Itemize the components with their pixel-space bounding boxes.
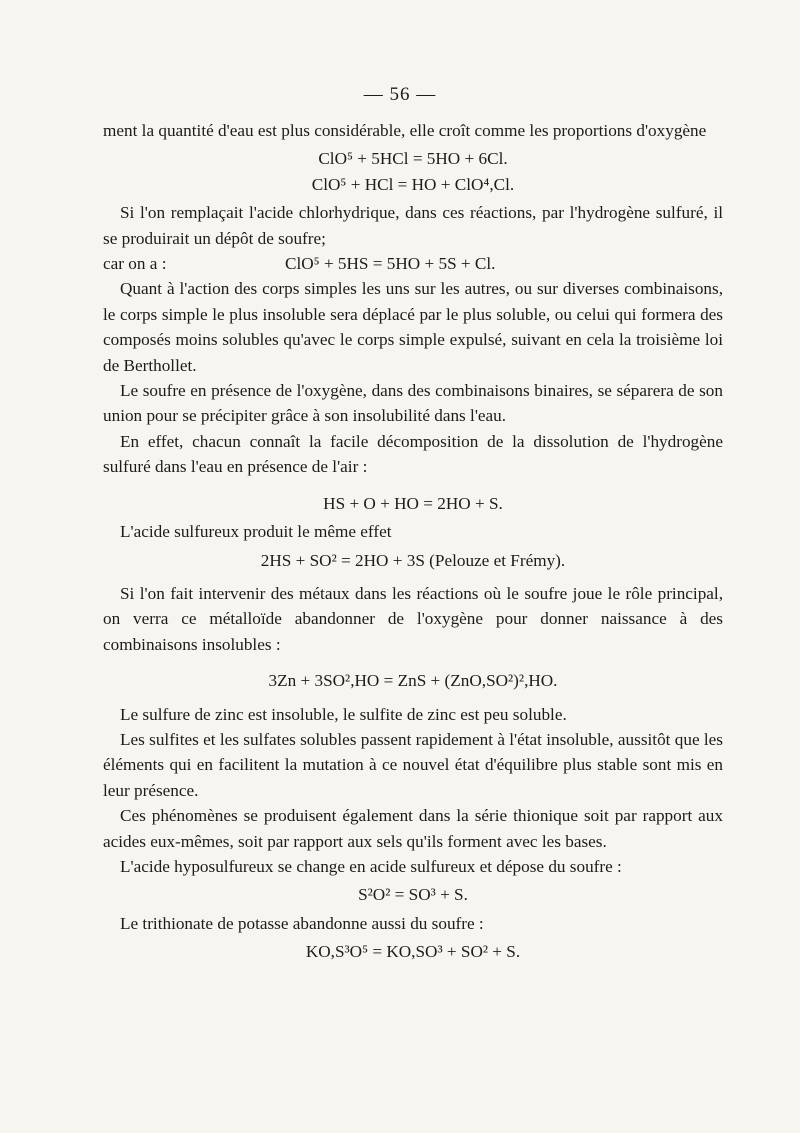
chemical-equation: S²O² = SO³ + S.: [358, 885, 468, 905]
chemical-equation: 2HS + SO² = 2HO + 3S (Pelouze et Frémy).: [260, 550, 566, 570]
paragraph: Si l'on remplaçait l'acide chlorhydrique, dans ces réactions, par l'hydrogène sulfuré, il se produirait un dépôt de soufre;: [103, 203, 723, 248]
paragraph: Le soufre en présence de l'oxygène, dans des combinaisons binaires, se séparera de son union pour se précipiter grâce à son insolubilité dans l'eau.: [103, 381, 723, 426]
paragraph: ment la quantité d'eau est plus considérable, elle croît comme les proportions d'oxygène: [103, 121, 707, 140]
chemical-equation: ClO⁵ + 5HCl = 5HO + 6Cl.: [318, 149, 508, 169]
paragraph: Le trithionate de potasse abandonne aussi du soufre :: [120, 913, 484, 933]
chemical-equation: ClO⁵ + 5HS = 5HO + 5S + Cl.: [285, 254, 496, 274]
page-body: [103, 118, 723, 965]
chemical-equation: HS + O + HO = 2HO + S.: [323, 493, 503, 513]
paragraph: Le sulfure de zinc est insoluble, le sulfite de zinc est peu soluble.: [120, 704, 567, 724]
page-number: — 56 —: [363, 84, 437, 105]
paragraph: L'acide sulfureux produit le même effet: [120, 522, 392, 542]
paragraph: En effet, chacun connaît la facile décomposition de la dissolution de l'hydrogène sulfuré dans l'eau en présence de l'air :: [103, 431, 723, 477]
paragraph: Les sulfites et les sulfates solubles passent rapidement à l'état insoluble, aussitôt que les éléments qui en facilitent la mutation à ce nouvel état d'équilibre plus stable sont mis en leur présence.: [103, 729, 723, 800]
equation-line: [103, 251, 723, 276]
chemical-equation: ClO⁵ + HCl = HO + ClO⁴,Cl.: [311, 174, 515, 194]
paragraph: Quant à l'action des corps simples les uns sur les autres, ou sur diverses combinaisons, le corps simple le plus insoluble sera déplacé par le plus soluble, ou celui qui formera des composés moins solubles qu'avec le corps simple expulsé, suivant en cela la troisième loi de Berthollet.: [103, 279, 723, 375]
paragraph: Si l'on fait intervenir des métaux dans les réactions où le soufre joue le rôle principal, on verra ce métalloïde abandonner de l'oxygène pour donner naissance à des combinaisons insolubles :: [103, 583, 723, 654]
chemical-equation: 3Zn + 3SO²,HO = ZnS + (ZnO,SO²)²,HO.: [268, 671, 558, 691]
equation-lead-text: car on a :: [103, 254, 167, 274]
paragraph: L'acide hyposulfureux se change en acide sulfureux et dépose du soufre :: [120, 856, 622, 876]
paragraph: Ces phénomènes se produisent également dans la série thionique soit par rapport aux acides eux-mêmes, soit par rapport aux sels qu'ils forment avec les bases.: [103, 806, 723, 851]
chemical-equation: KO,S³O⁵ = KO,SO³ + SO² + S.: [305, 942, 521, 962]
